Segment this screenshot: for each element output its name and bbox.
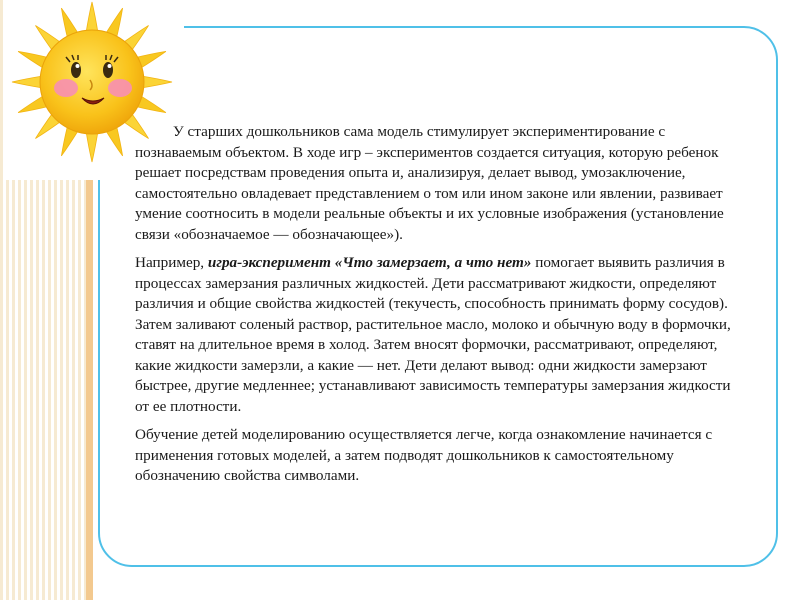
paragraph-2-prefix: Например,	[135, 254, 208, 271]
main-text	[135, 122, 735, 495]
experiment-game-title: игра-эксперимент «Что замерзает, а что нет»	[207, 254, 532, 271]
paragraph-1	[135, 122, 735, 245]
paragraph-2-text: помогает выявить различия в процессах замерзания различных жидкостей. Дети рассматривают жидкости, определяют различия и общие свойства жидкостей (текучесть, способность принимать форму сосудов). Затем заливают соленый раствор, растительное масло, молоко и обычную воду в формочки, ставят на длительное время в холод. Затем вносят формочки, рассматривают, определяют, какие жидкости замерзли, а какие — нет. Дети делают вывод: одни жидкости замерзают быстрее, другие медленнее; устанавливают зависимость температуры замерзания жидкости от ее плотности.	[135, 254, 731, 415]
paragraph-3	[135, 425, 735, 487]
paragraph-1-text: У старших дошкольников сама модель стимулирует экспериментирование с познаваемым объектом. В ходе игр – экспериментов создается ситуация, которую ребенок решает посредствам проведения опыта и, анализируя, делает вывод, умозаключение, самостоятельно овладевает представлением о том или ином законе или явлении, развивает умение соотносить в модели реальные объекты и их условные изображения (установление связи «обозначаемое — обозначающее»).	[135, 123, 724, 243]
paragraph-3-text: Обучение детей моделированию осуществляется легче, когда ознакомление начинается с применения готовых моделей, а затем подводят дошкольников к самостоятельному обозначению свойства символами.	[135, 426, 713, 484]
paragraph-2	[135, 253, 735, 417]
orange-vertical-rule	[86, 170, 93, 600]
